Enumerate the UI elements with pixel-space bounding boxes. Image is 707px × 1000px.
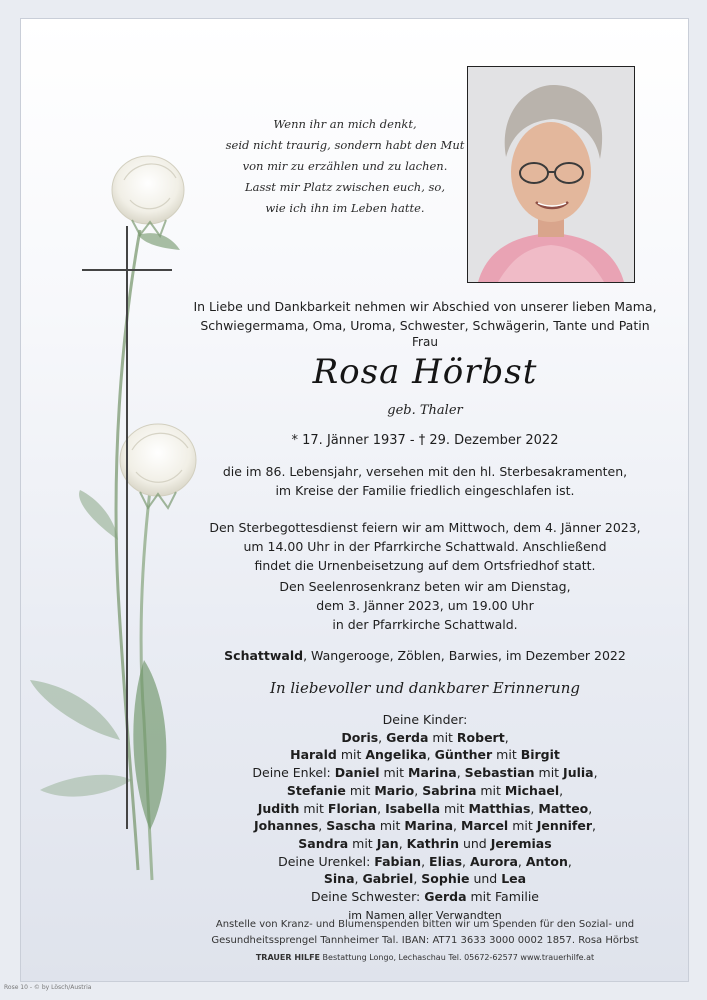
place-date-line [190, 648, 660, 663]
family-text: Deine Urenkel: [278, 853, 375, 869]
family-text: Deine Schwester: [310, 889, 425, 905]
family-name: Marcel [461, 818, 509, 834]
family-text: , [426, 747, 435, 763]
donation-line: Gesundheitssprengel Tannheimer Tal. IBAN: AT71 3633 3000 0002 1857. Rosa Hörbst [211, 935, 639, 946]
passing-line: im Kreise der Familie friedlich eingeschlafen ist. [275, 483, 575, 498]
footer-text: Bestattung Longo, Lechaschau Tel. 05672-62577 www.trauerhilfe.at [320, 953, 595, 962]
rosary-line: Den Seelenrosenkranz beten wir am Dienstag, [279, 579, 571, 594]
poem-line: Wenn ihr an mich denkt, [273, 117, 417, 131]
family-line [190, 729, 660, 747]
family-text: , [318, 818, 327, 834]
family-line [190, 746, 660, 764]
design-credit: Rose 10 - © by Lösch/Austria [4, 984, 92, 991]
poem-line: wie ich ihn im Leben hatte. [265, 201, 425, 215]
family-text: , [588, 800, 593, 816]
family-name: Sina [323, 871, 355, 887]
poem [215, 114, 475, 219]
deceased-name: Rosa Hörbst [312, 352, 538, 392]
family-text: , [456, 765, 465, 781]
memory-heading: In liebevoller und dankbarer Erinnerung [270, 679, 580, 697]
family-name: Gerda [386, 729, 429, 745]
footer-imprint [190, 953, 660, 962]
family-name: Michael [504, 782, 560, 798]
family-name: Stefanie [286, 782, 346, 798]
rosary-line: in der Pfarrkirche Schattwald. [332, 617, 518, 632]
family-name: Mario [374, 782, 415, 798]
family-name: Jan [376, 835, 399, 851]
family-name: Birgit [520, 747, 560, 763]
family-name: Elias [429, 853, 463, 869]
family-text: mit [336, 747, 366, 763]
family-line [190, 800, 660, 818]
family-text: , [421, 853, 430, 869]
family-name: Anton [525, 853, 568, 869]
family-text: und [458, 835, 491, 851]
service-line: um 14.00 Uhr in der Pfarrkirche Schattwald. Anschließend [243, 539, 607, 554]
family-text: mit Familie [466, 889, 540, 905]
family-name: Jeremias [490, 835, 552, 851]
family-name: Fabian [374, 853, 422, 869]
footer-brand: TRAUER HILFE [255, 953, 321, 962]
service-line: findet die Urnenbeisetzung auf dem Ortsfriedhof statt. [254, 558, 596, 573]
family-text: und [469, 871, 502, 887]
family-name: Jennifer [536, 818, 593, 834]
family-text: , [462, 853, 470, 869]
family-name: Sebastian [464, 765, 535, 781]
family-text: , [398, 835, 407, 851]
donation-note [190, 917, 660, 949]
cross-horizontal-bar [82, 269, 172, 271]
family-text: Deine Kinder: [382, 712, 468, 727]
family-name: Günther [434, 747, 493, 763]
family-name: Gabriel [362, 871, 414, 887]
family-text: mit [440, 800, 469, 816]
family-name: Daniel [334, 765, 380, 781]
family-text: , [504, 729, 509, 745]
poem-line: von mir zu erzählen und zu lachen. [242, 159, 448, 173]
family-name: Sandra [298, 835, 349, 851]
family-name: Julia [563, 765, 594, 781]
family-line [190, 853, 660, 871]
place-rest: , Wangerooge, Zöblen, Barwies, im Dezember 2022 [303, 648, 626, 663]
intro-line: Schwiegermama, Oma, Uroma, Schwester, Schwägerin, Tante und Patin [200, 318, 650, 333]
family-line [190, 888, 660, 906]
family-name: Angelika [365, 747, 427, 763]
family-text: mit [299, 800, 328, 816]
intro-line: In Liebe und Dankbarkeit nehmen wir Abschied von unserer lieben Mama, [193, 299, 657, 314]
family-name: Doris [341, 729, 379, 745]
family-name: Marina [404, 818, 454, 834]
family-text: mit [348, 835, 377, 851]
family-text: , [413, 871, 422, 887]
family-name: Sabrina [422, 782, 477, 798]
family-text: mit [492, 747, 521, 763]
family-name: Matteo [538, 800, 589, 816]
portrait-image [468, 67, 634, 282]
poem-line: seid nicht traurig, sondern habt den Mut [225, 138, 465, 152]
family-text: im Namen aller Verwandten [348, 908, 502, 922]
family-text: mit [534, 765, 564, 781]
family-text: Deine Enkel: [252, 765, 335, 781]
family-text: , [593, 765, 598, 781]
family-name: Kathrin [406, 835, 459, 851]
family-name: Gerda [424, 889, 467, 905]
family-name: Lea [501, 871, 527, 887]
cross-vertical-bar [126, 226, 128, 829]
passing-line: die im 86. Lebensjahr, versehen mit den hl. Sterbesakramenten, [222, 464, 628, 479]
family-line [190, 870, 660, 888]
donation-line: Anstelle von Kranz- und Blumenspenden bitten wir um Spenden für den Sozial- und [215, 919, 635, 930]
family-text: mit [379, 765, 409, 781]
place-bold: Schattwald [224, 648, 304, 663]
poem-line: Lasst mir Platz zwischen euch, so, [245, 180, 445, 194]
family-text: mit [345, 782, 375, 798]
family-text: , [453, 818, 461, 834]
family-text: , [354, 871, 363, 887]
rosary-line: dem 3. Jänner 2023, um 19.00 Uhr [316, 598, 534, 613]
funeral-service-text [190, 518, 660, 575]
family-name: Marina [408, 765, 457, 781]
family-list [190, 711, 660, 924]
family-text: , [377, 800, 386, 816]
family-name: Johannes [254, 818, 319, 834]
family-name: Florian [327, 800, 378, 816]
family-line [190, 835, 660, 853]
family-text: mit [375, 818, 405, 834]
family-text: , [378, 729, 387, 745]
salutation: Frau [412, 335, 438, 349]
family-text: mit [476, 782, 505, 798]
family-name: Judith [257, 800, 300, 816]
family-text: , [414, 782, 423, 798]
passing-text [190, 462, 660, 500]
family-text: , [567, 853, 572, 869]
family-text: , [559, 782, 564, 798]
family-text: , [592, 818, 596, 834]
family-name: Robert [456, 729, 505, 745]
family-name: Sophie [421, 871, 470, 887]
family-name: Isabella [385, 800, 441, 816]
family-line [190, 817, 660, 835]
family-name: Harald [290, 747, 337, 763]
family-text: mit [428, 729, 457, 745]
family-line [190, 782, 660, 800]
family-name: Aurora [469, 853, 518, 869]
portrait-photo [467, 66, 635, 283]
life-dates: * 17. Jänner 1937 - † 29. Dezember 2022 [291, 433, 559, 448]
family-name: Matthias [468, 800, 531, 816]
family-text: , [517, 853, 526, 869]
intro-text [190, 297, 660, 335]
family-text: mit [508, 818, 537, 834]
family-line [190, 711, 660, 729]
birth-name: geb. Thaler [387, 403, 463, 418]
family-line [190, 764, 660, 782]
family-name: Sascha [326, 818, 376, 834]
service-line: Den Sterbegottesdienst feiern wir am Mittwoch, dem 4. Jänner 2023, [209, 520, 641, 535]
family-text: , [530, 800, 539, 816]
rosary-text [190, 577, 660, 634]
